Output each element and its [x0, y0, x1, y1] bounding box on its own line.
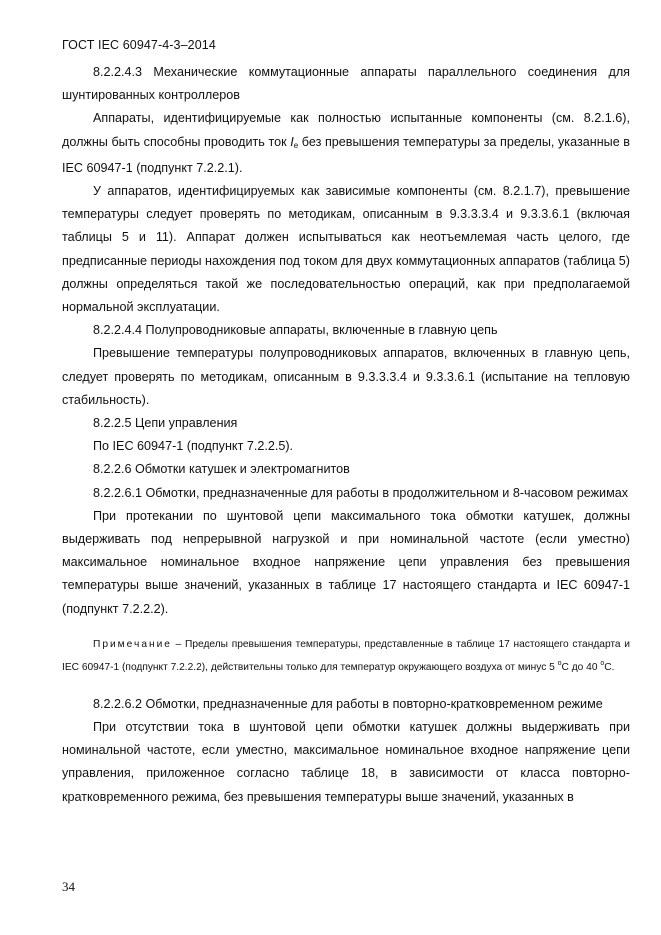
note-text: С.: [604, 661, 615, 673]
paragraph-dependent-components: У аппаратов, идентифицируемых как зависимые компоненты (см. 8.2.1.7), превышение температуры следует проверять по методикам, описанным в 9.3.3.3.4 и 9.3.3.6.1 (включая таблицы 5 и 11). Аппарат должен испытываться как неотъемлемая часть целого, где предписанные периоды нахождения под током для двух коммутационных аппаратов (таблица 5) должны определяться такой же последовательностью операций, как при предполагаемой нормальной эксплуатации.: [62, 184, 630, 315]
clause-8-2-2-5-heading: 8.2.2.5 Цепи управления: [93, 416, 238, 431]
paragraph-semiconductor-temperature: Превышение температуры полупроводниковых аппаратов, включенных в главную цепь, следует проверять по методикам, описанным в 9.3.3.3.4 и 9.3.3.6.1 (испытание на тепловую стабильность).: [62, 346, 630, 407]
current-subscript: e: [293, 140, 299, 150]
degree-sign: o: [557, 659, 562, 667]
clause-8-2-2-6-1-heading: 8.2.2.6.1 Обмотки, предназначенные для работы в продолжительном и 8-часовом режимах: [93, 485, 629, 500]
clause-8-2-2-6-2-heading: 8.2.2.6.2 Обмотки, предназначенные для работы в повторно-кратковременном режиме: [93, 696, 603, 711]
current-symbol: I: [290, 134, 294, 149]
note-label: Примечание: [93, 638, 172, 650]
page-number: 34: [62, 879, 75, 894]
note-text: – Пределы превышения температуры, представленные в таблице 17 настоящего стандарта и IEC 60947-1 (подпункт 7.2.2.2), действительны только для температур окружающего воздуха от минус 5: [62, 638, 630, 673]
paragraph-control-circuits: По IEC 60947-1 (подпункт 7.2.2.5).: [93, 439, 294, 454]
degree-sign: o: [600, 659, 605, 667]
paragraph-continuous-duty: При протекании по шунтовой цепи максимального тока обмотки катушек, должны выдерживать под непрерывной нагрузкой и при номинальной частоте (если уместно) максимальное номинальное входное напряжение цепи управления без превышения температуры выше значений, указанных в таблице 17 настоящего стандарта и IEC 60947-1 (подпункт 7.2.2.2).: [62, 508, 630, 616]
note-block: [62, 635, 630, 677]
note-text: С до 40: [561, 661, 601, 673]
clause-8-2-2-4-3-heading: 8.2.2.4.3 Механические коммутационные аппараты параллельного соединения для шунтированных контроллеров: [62, 65, 630, 103]
clause-8-2-2-6-heading: 8.2.2.6 Обмотки катушек и электромагнитов: [93, 462, 350, 477]
text-segment: без превышения температуры за пределы, указанные в IEC 60947-1 (подпункт 7.2.2.1).: [62, 134, 631, 175]
document-body: [62, 61, 630, 809]
paragraph-intermittent-duty: При отсутствии тока в шунтовой цепи обмотки катушек должны выдерживать при номинальной частоте, если уместно, максимальное номинальное входное напряжение цепи управления, приложенное согласно таблице 18, в зависимости от класса повторно-кратковременного режима, без превышения температуры выше значений, указанных в: [62, 720, 630, 804]
clause-8-2-2-4-4-heading: 8.2.2.4.4 Полупроводниковые аппараты, включенные в главную цепь: [93, 323, 498, 338]
document-header: ГОСТ IEC 60947-4-3–2014: [62, 38, 216, 52]
paragraph-rated-current: [62, 107, 630, 180]
text-segment: Аппараты, идентифицируемые как полностью испытанные компоненты (см. 8.2.1.6), должны быть способны проводить ток: [62, 111, 630, 149]
